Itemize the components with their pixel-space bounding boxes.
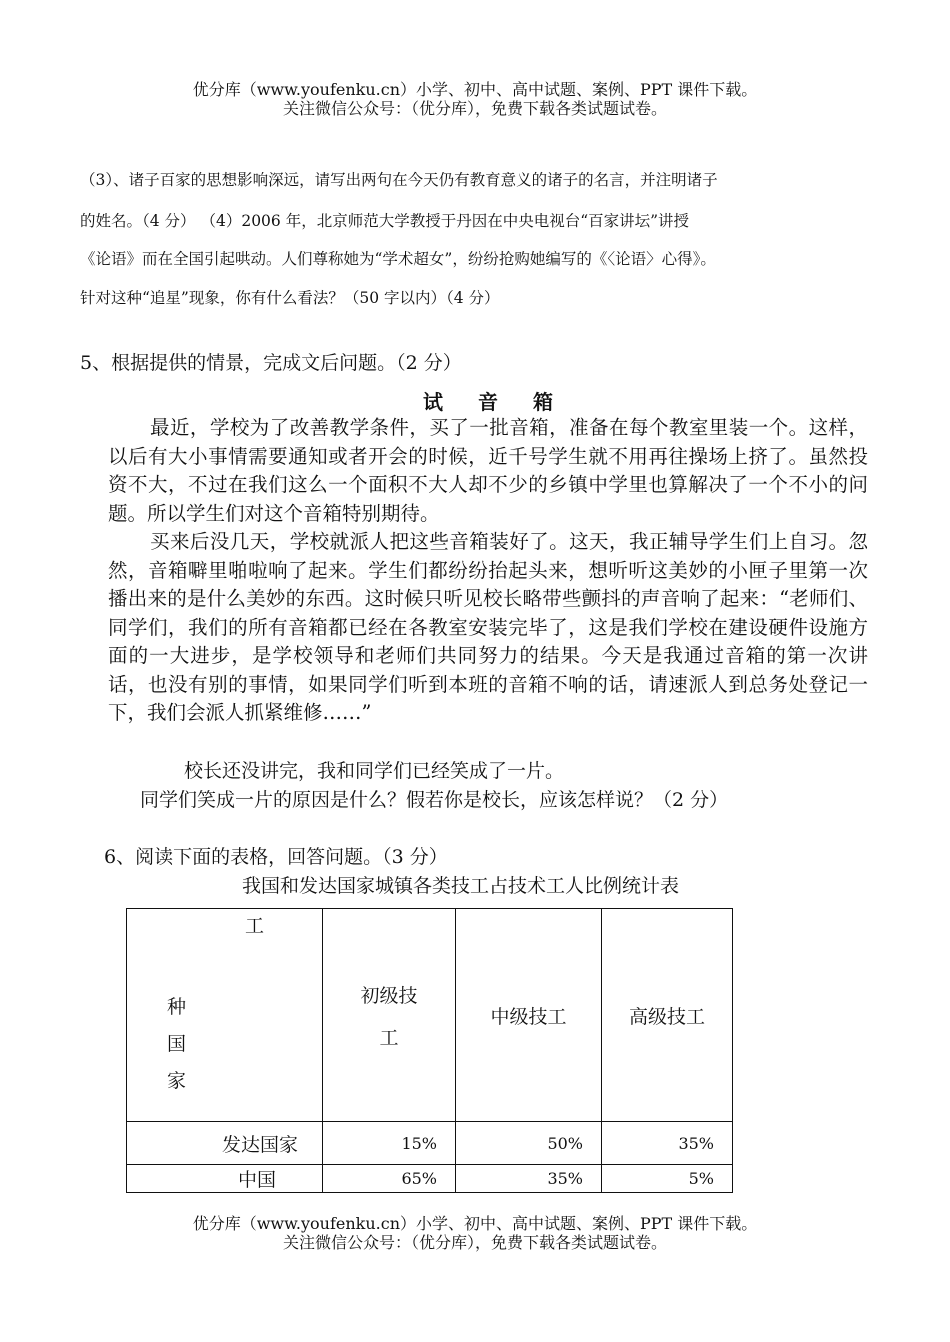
q4-line-4: 针对这种“追星”现象，你有什么看法？（50 字以内）（4 分）: [80, 289, 500, 307]
junior-cell: 15%: [323, 1122, 456, 1165]
footer-line-2: 关注微信公众号：（优分库），免费下载各类试题试卷。: [282, 1233, 667, 1252]
story-title: 试 音 箱: [423, 390, 567, 414]
story-body: [108, 414, 868, 728]
table-row: [127, 1122, 733, 1165]
story-paragraph-1: 最近，学校为了改善教学条件，买了一批音箱，准备在每个教室里装一个。这样，以后有大小事情需要通知或者开会的时候，近千号学生就不用再往操场上挤了。虽然投资不大，不过在我们这么一个面积不大人却不少的乡镇中学里也算解决了一个不小的问题。所以学生们对这个音箱特别期待。: [108, 416, 868, 525]
corner-side-label: 种 国 家: [167, 996, 187, 1092]
header-line-1: 优分库（www.youfenku.cn）小学、初中、高中试题、案例、PPT 课件下载。: [192, 80, 758, 99]
country-cell: 发达国家: [127, 1122, 323, 1165]
mid-cell: 50%: [456, 1122, 602, 1165]
country-cell: 中国: [127, 1165, 323, 1193]
story-paragraph-2: 买来后没几天，学校就派人把这些音箱装好了。这天，我正辅导学生们上自习。忽然，音箱噼里啪啦响了起来。学生们都纷纷抬起头来，想听听这美妙的小匣子里第一次播出来的是什么美妙的东西。这时候只听见校长略带些颤抖的声音响了起来：“老师们、同学们，我们的所有音箱都已经在各教室安装完毕了，这是我们学校在建设硬件设施方面的一大进步，是学校领导和老师们共同努力的结果。今天是我通过音箱的第一次讲话，也没有别的事情，如果同学们听到本班的音箱不响的话，请速派人到总务处登记一下，我们会派人抓紧维修……”: [108, 530, 868, 724]
table-row: [127, 1165, 733, 1193]
q5-prompt: 5、根据提供的情景，完成文后问题。（2 分）: [80, 352, 462, 374]
table-title: 我国和发达国家城镇各类技工占技术工人比例统计表: [242, 875, 680, 897]
junior-cell: 65%: [323, 1165, 456, 1193]
corner-top-label: 工: [245, 915, 265, 937]
senior-cell: 5%: [602, 1165, 733, 1193]
footer-line-1: 优分库（www.youfenku.cn）小学、初中、高中试题、案例、PPT 课件下载。: [192, 1214, 758, 1233]
stats-table: [126, 908, 733, 1193]
q4-line-3: 《论语》而在全国引起哄动。人们尊称她为“学术超女”，纷纷抢购她编写的《〈论语〉心得》。: [80, 250, 716, 268]
senior-cell: 35%: [602, 1122, 733, 1165]
header-line-2: 关注微信公众号：（优分库），免费下载各类试题试卷。: [282, 99, 667, 118]
col-header-mid: 中级技工: [456, 909, 602, 1122]
q5-question: 同学们笑成一片的原因是什么？假若你是校长，应该怎样说？（2 分）: [140, 789, 729, 811]
col-header-senior: 高级技工: [602, 909, 733, 1122]
q3-line-2: 的姓名。（4 分） （4）2006 年，北京师范大学教授于丹因在中央电视台“百家讲坛”讲授: [80, 212, 690, 230]
mid-cell: 35%: [456, 1165, 602, 1193]
corner-header-cell: [127, 909, 323, 1122]
q6-prompt: 6、阅读下面的表格，回答问题。（3 分）: [104, 846, 448, 868]
q3-line-1: （3）、诸子百家的思想影响深远，请写出两句在今天仍有教育意义的诸子的名言，并注明诸子: [80, 171, 718, 189]
table-header-row: [127, 909, 733, 1122]
col-header-junior: 初级技 工: [323, 909, 456, 1122]
story-paragraph-3: 校长还没讲完，我和同学们已经笑成了一片。: [184, 760, 565, 782]
